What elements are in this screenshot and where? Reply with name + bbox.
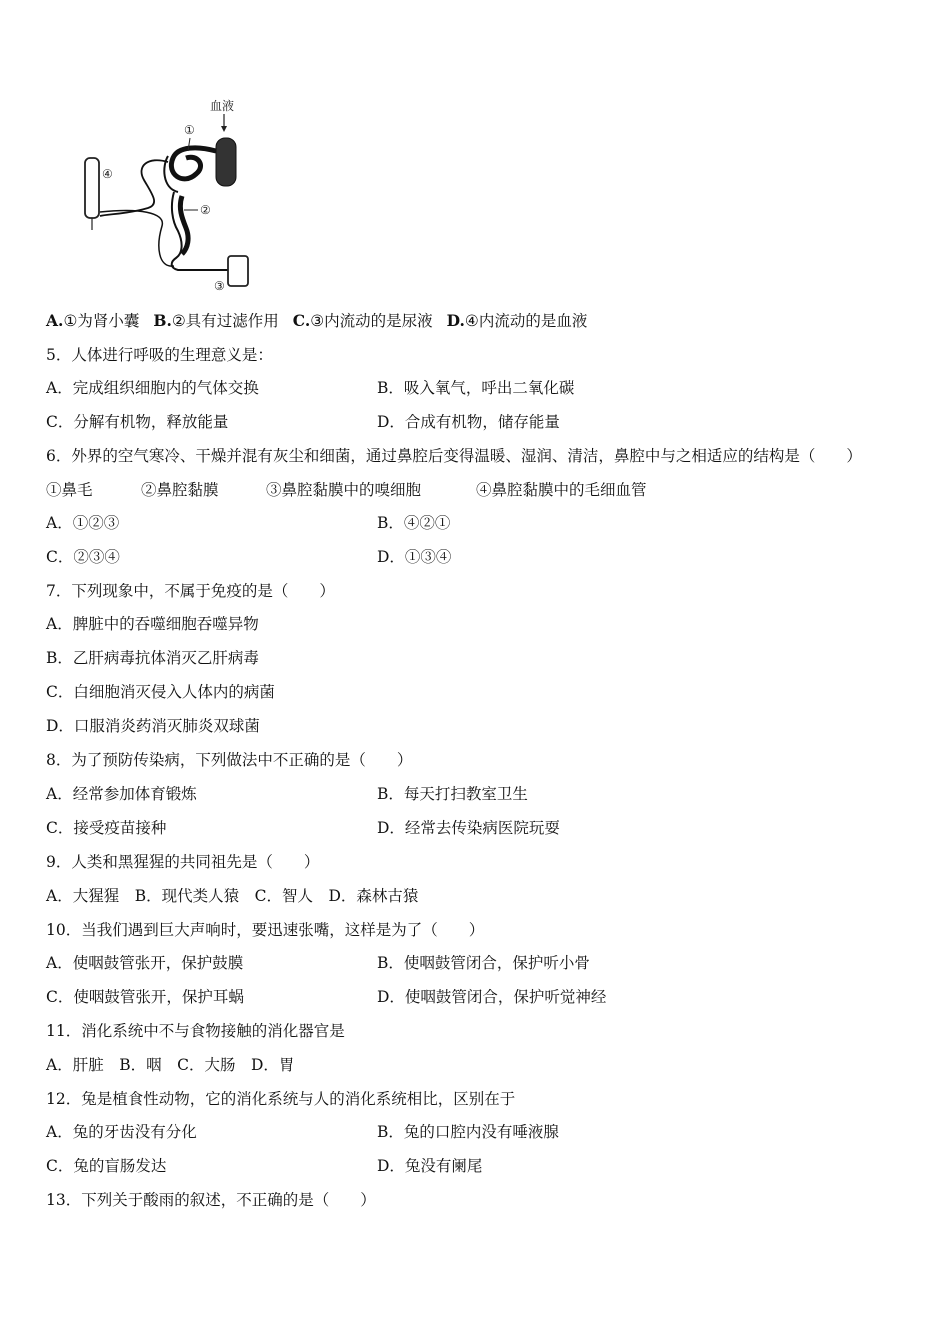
q7-option-a: A．脾脏中的吞噬细胞吞噬异物: [46, 615, 259, 633]
q6-option-d: D．①③④: [377, 548, 452, 566]
marker-4: ④: [102, 167, 113, 181]
q6-option-b: B．④②①: [377, 514, 451, 532]
q10-option-c: C．使咽鼓管张开，保护耳蜗: [46, 988, 244, 1006]
q5-option-a: A．完成组织细胞内的气体交换: [46, 379, 259, 397]
diagram-label-blood: 血液: [210, 99, 235, 113]
vessel-3: [228, 256, 248, 286]
q8-option-b: B．每天打扫教室卫生: [377, 785, 528, 803]
collecting-tube: [85, 158, 99, 218]
blood-vessel: [216, 138, 236, 186]
q7-option-d: D．口服消炎药消灭肺炎双球菌: [46, 717, 260, 735]
nephron-diagram: [78, 96, 278, 296]
q4-option-a: ①为肾小囊: [63, 312, 140, 330]
q12-option-d: D．兔没有阑尾: [377, 1157, 483, 1175]
q9-stem: 9．人类和黑猩猩的共同祖先是（ ）: [46, 853, 320, 871]
marker-2: ②: [200, 203, 211, 217]
blood-arrow-head: [221, 126, 227, 132]
q4-option-d-letter: D.: [446, 311, 465, 330]
q8-option-c: C．接受疫苗接种: [46, 819, 167, 837]
q6-option-a: A．①②③: [46, 514, 120, 532]
q8-option-d: D．经常去传染病医院玩耍: [377, 819, 560, 837]
q4-options: [46, 311, 587, 331]
q5-stem: 5．人体进行呼吸的生理意义是：: [46, 346, 273, 364]
q5-option-c: C．分解有机物，释放能量: [46, 413, 229, 431]
q4-option-c-letter: C.: [292, 311, 311, 330]
q8-stem: 8．为了预防传染病，下列做法中不正确的是（ ）: [46, 751, 413, 769]
q13-stem: 13．下列关于酸雨的叙述，不正确的是（ ）: [46, 1191, 376, 1209]
q6-item-2: ②鼻腔黏膜: [141, 481, 219, 499]
q12-stem: 12．兔是植食性动物，它的消化系统与人的消化系统相比，区别在于: [46, 1090, 516, 1108]
q7-option-b: B．乙肝病毒抗体消灭乙肝病毒: [46, 649, 259, 667]
q4-option-b-letter: B.: [153, 311, 172, 330]
q12-option-b: B．兔的口腔内没有唾液腺: [377, 1123, 559, 1141]
q4-option-a-letter: A.: [46, 311, 64, 330]
marker-3: ③: [214, 279, 225, 293]
q7-stem: 7．下列现象中，不属于免疫的是（ ）: [46, 582, 335, 600]
q12-option-c: C．兔的盲肠发达: [46, 1157, 167, 1175]
q6-item-1: ①鼻毛: [46, 481, 93, 499]
q10-option-d: D．使咽鼓管闭合，保护听觉神经: [377, 988, 607, 1006]
q6-item-4: ④鼻腔黏膜中的毛细血管: [476, 481, 647, 499]
q10-option-b: B．使咽鼓管闭合，保护听小骨: [377, 954, 590, 972]
q11-options: A．肝脏 B．咽 C．大肠 D．胃: [46, 1056, 295, 1074]
q10-option-a: A．使咽鼓管张开，保护鼓膜: [46, 954, 244, 972]
q12-option-a: A．兔的牙齿没有分化: [46, 1123, 197, 1141]
q6-item-3: ③鼻腔黏膜中的嗅细胞: [266, 481, 422, 499]
q6-option-c: C．②③④: [46, 548, 120, 566]
glomerulus: [171, 148, 216, 179]
q5-option-d: D．合成有机物，储存能量: [377, 413, 560, 431]
q7-option-c: C．白细胞消灭侵入人体内的病菌: [46, 683, 275, 701]
q11-stem: 11．消化系统中不与食物接触的消化器官是: [46, 1022, 345, 1040]
q9-options: A．大猩猩 B．现代类人猿 C．智人 D．森林古猿: [46, 887, 419, 905]
q8-option-a: A．经常参加体育锻炼: [46, 785, 197, 803]
marker-1: ①: [184, 123, 195, 137]
q6-stem: 6．外界的空气寒冷、干燥并混有灰尘和细菌，通过鼻腔后变得温暖、湿润、清洁，鼻腔中与之相适应的结构是（ ）: [46, 447, 862, 465]
q5-option-b: B．吸入氧气，呼出二氧化碳: [377, 379, 575, 397]
return-tube: [100, 211, 174, 267]
q10-stem: 10．当我们遇到巨大声响时，要迅速张嘴，这样是为了（ ）: [46, 921, 485, 939]
q4-option-d: ④内流动的是血液: [464, 312, 588, 330]
q4-option-c: ③内流动的是尿液: [310, 312, 433, 330]
q4-option-b: ②具有过滤作用: [171, 312, 279, 330]
